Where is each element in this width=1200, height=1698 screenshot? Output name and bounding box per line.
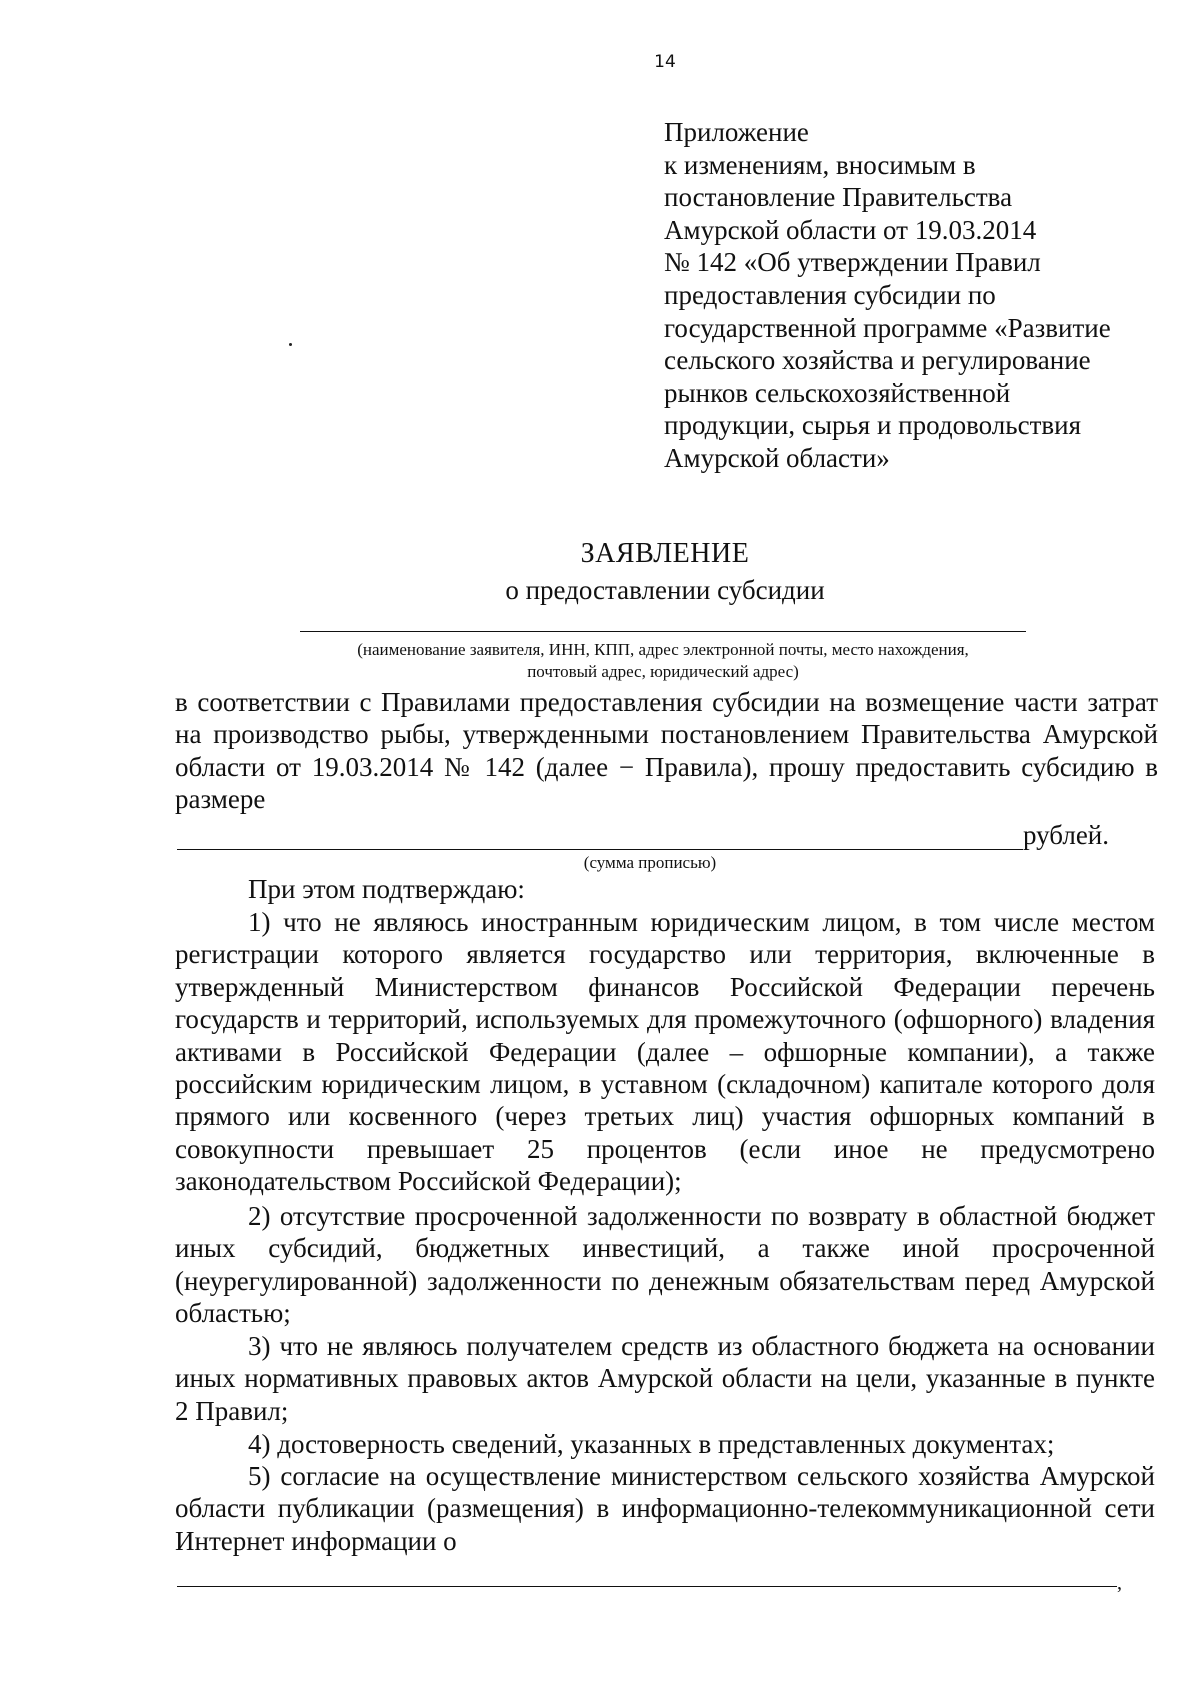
appendix-line: к изменениям, вносимым в xyxy=(664,149,976,180)
amount-currency-label: рублей. xyxy=(1023,820,1110,850)
confirm-intro: При этом подтверждаю: xyxy=(248,874,525,904)
confirm-item-2: 2) отсутствие просроченной задолженности по возврату в областной бюджет иных субсидий, бюджетных инвестиций, а также иной просроченной (неурегулированной) задолженности по денежным обязательствам перед Амурской областью; xyxy=(175,1201,1155,1329)
appendix-line: Амурской области от 19.03.2014 xyxy=(664,214,1037,245)
document-subtitle: о предоставлении субсидии xyxy=(505,575,825,605)
appendix-line: Приложение xyxy=(664,117,809,147)
scan-speck xyxy=(289,343,292,346)
applicant-name-line[interactable] xyxy=(300,631,1026,632)
amount-caption: (сумма прописью) xyxy=(583,853,717,872)
appendix-line: продукции, сырья и продовольствия xyxy=(664,410,1081,441)
appendix-line: рынков сельскохозяйственной xyxy=(664,377,1011,408)
confirm-item-4: 4) достоверность сведений, указанных в представленных документах; xyxy=(248,1429,1055,1459)
applicant-caption-line2: почтовый адрес, юридический адрес) xyxy=(527,662,799,681)
appendix-line: № 142 «Об утверждении Правил xyxy=(664,247,1041,278)
request-paragraph: в соответствии с Правилами предоставления субсидии на возмещение части затрат на производство рыбы, утвержденными постановлением Правительства Амурской области от 19.03.2014 № 142 (далее − Правила), прошу предоставить субсидию в размере xyxy=(175,687,1158,815)
appendix-line: постановление Правительства xyxy=(664,182,1013,213)
subsidy-amount-line[interactable] xyxy=(177,849,1023,850)
page-number: 14 xyxy=(654,52,676,72)
publication-info-line[interactable] xyxy=(177,1586,1117,1587)
trailing-comma: , xyxy=(1117,1572,1122,1594)
appendix-line: предоставления субсидии по xyxy=(664,279,996,310)
document-title: ЗАЯВЛЕНИЕ xyxy=(580,538,750,569)
confirm-item-5: 5) согласие на осуществление министерством сельского хозяйства Амурской области публикации (размещения) в информационно-телекоммуникационной сети Интернет информации о xyxy=(175,1461,1155,1556)
appendix-header xyxy=(664,116,1184,475)
appendix-line: сельского хозяйства и регулирование xyxy=(664,345,1091,376)
appendix-line: Амурской области» xyxy=(664,442,890,473)
confirm-item-3: 3) что не являюсь получателем средств из областного бюджета на основании иных нормативных правовых актов Амурской области на цели, указанные в пункте 2 Правил; xyxy=(175,1331,1155,1426)
applicant-caption-line1: (наименование заявителя, ИНН, КПП, адрес электронной почты, место нахождения, xyxy=(357,640,969,659)
confirm-item-1: 1) что не являюсь иностранным юридическим лицом, в том числе местом регистрации которого является государство или территория, включенные в утвержденный Министерством финансов Российской Федерации перечень государств и территорий, используемых для промежуточного (офшорного) владения активами в Российской Федерации (далее – офшорные компании), а также российским юридическим лицом, в уставном (складочном) капитале которого доля прямого или косвенного (через третьих лиц) участия офшорных компаний в совокупности превышает 25 процентов (если иное не предусмотрено законодательством Российской Федерации); xyxy=(175,907,1155,1197)
appendix-line: государственной программе «Развитие xyxy=(664,312,1111,343)
